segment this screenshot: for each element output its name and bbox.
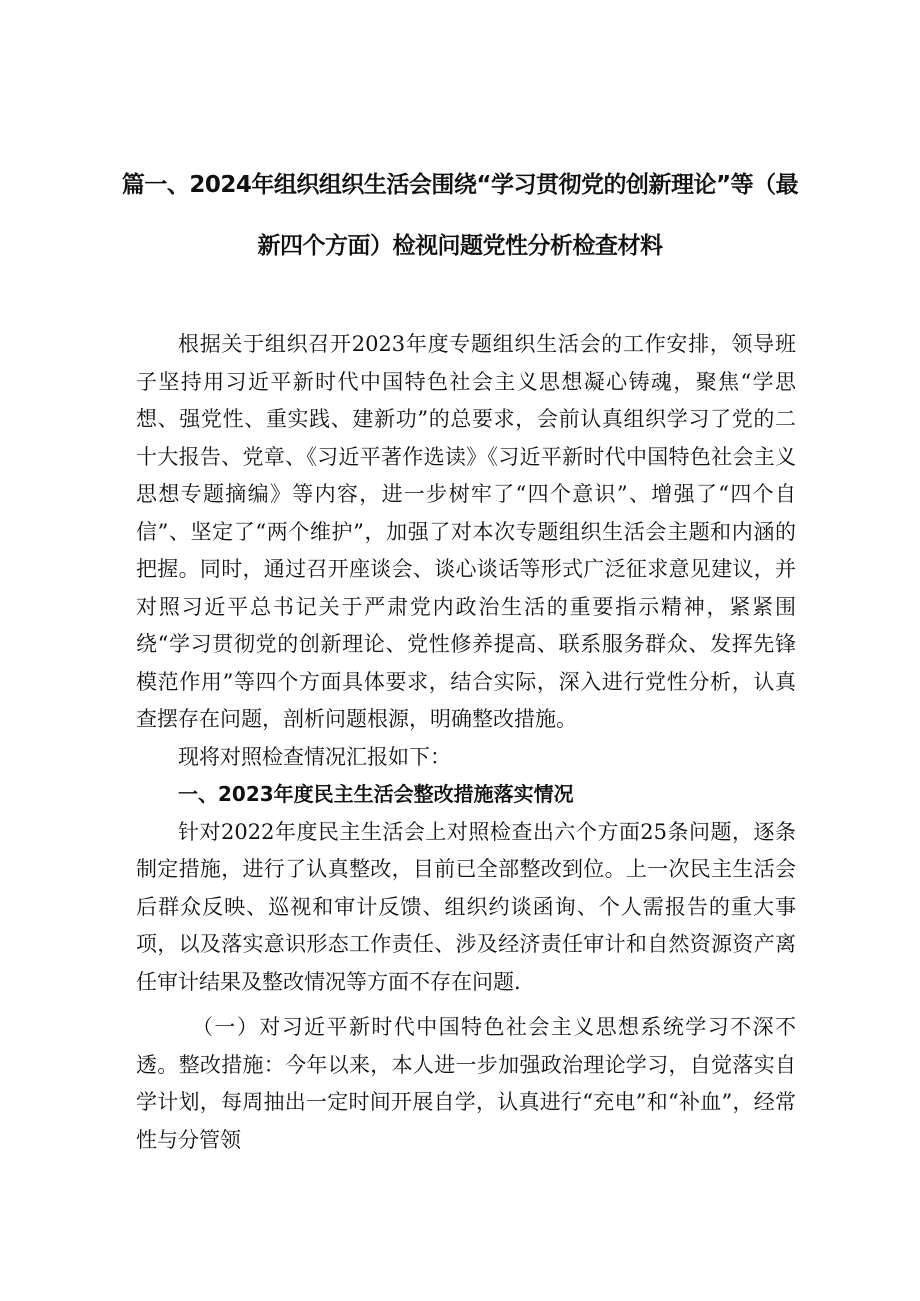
document-body <box>136 326 796 1159</box>
document-title-line-2: 新四个方面）检视问题党性分析检查材料 <box>257 233 663 259</box>
paragraph-gap <box>136 1001 796 1009</box>
item-1-paragraph: （一）对习近平新时代中国特色社会主义思想系统学习不深不透。整改措施：今年以来，本人进一步加强政治理论学习，自觉落实自学计划，每周抽出一定时间开展自学，认真进行“充电”和“补血”，经常性与分管领 <box>136 1015 796 1152</box>
section-1-paragraph: 针对2022年度民主生活会上对照检查出六个方面25条问题，逐条制定措施，进行了认真整改，目前已全部整改到位。上一次民主生活会后群众反映、巡视和审计反馈、组织约谈函询、个人需报告的重大事项，以及落实意识形态工作责任、涉及经济责任审计和自然资源资产离任审计结果及整改情况等方面不存在问题. <box>136 819 796 994</box>
section-heading-1: 一、2023年度民主生活会整改措施落实情况 <box>178 782 574 806</box>
report-lead-paragraph: 现将对照检查情况汇报如下： <box>178 744 451 769</box>
intro-paragraph: 根据关于组织召开2023年度专题组织生活会的工作安排，领导班子坚持用习近平新时代中国特色社会主义思想凝心铸魂，聚焦“学思想、强党性、重实践、建新功”的总要求，会前认真组织学习了党的二十大报告、党章、《习近平著作选读》《习近平新时代中国特色社会主义思想专题摘编》等内容，进一步树牢了“四个意识”、增强了“四个自信”、坚定了“两个维护”，加强了对本次专题组织生活会主题和内涵的把握。同时，通过召开座谈会、谈心谈话等形式广泛征求意见建议，并对照习近平总书记关于严肃党内政治生活的重要指示精神，紧紧围绕“学习贯彻党的创新理论、党性修养提高、联系服务群众、发挥先锋模范作用”等四个方面具体要求，结合实际，深入进行党性分析，认真查摆存在问题，剖析问题根源，明确整改措施。 <box>136 332 796 731</box>
document-title-line-1: 篇一、2024年组织组织生活会围绕“学习贯彻党的创新理论”等（最 <box>121 172 799 198</box>
